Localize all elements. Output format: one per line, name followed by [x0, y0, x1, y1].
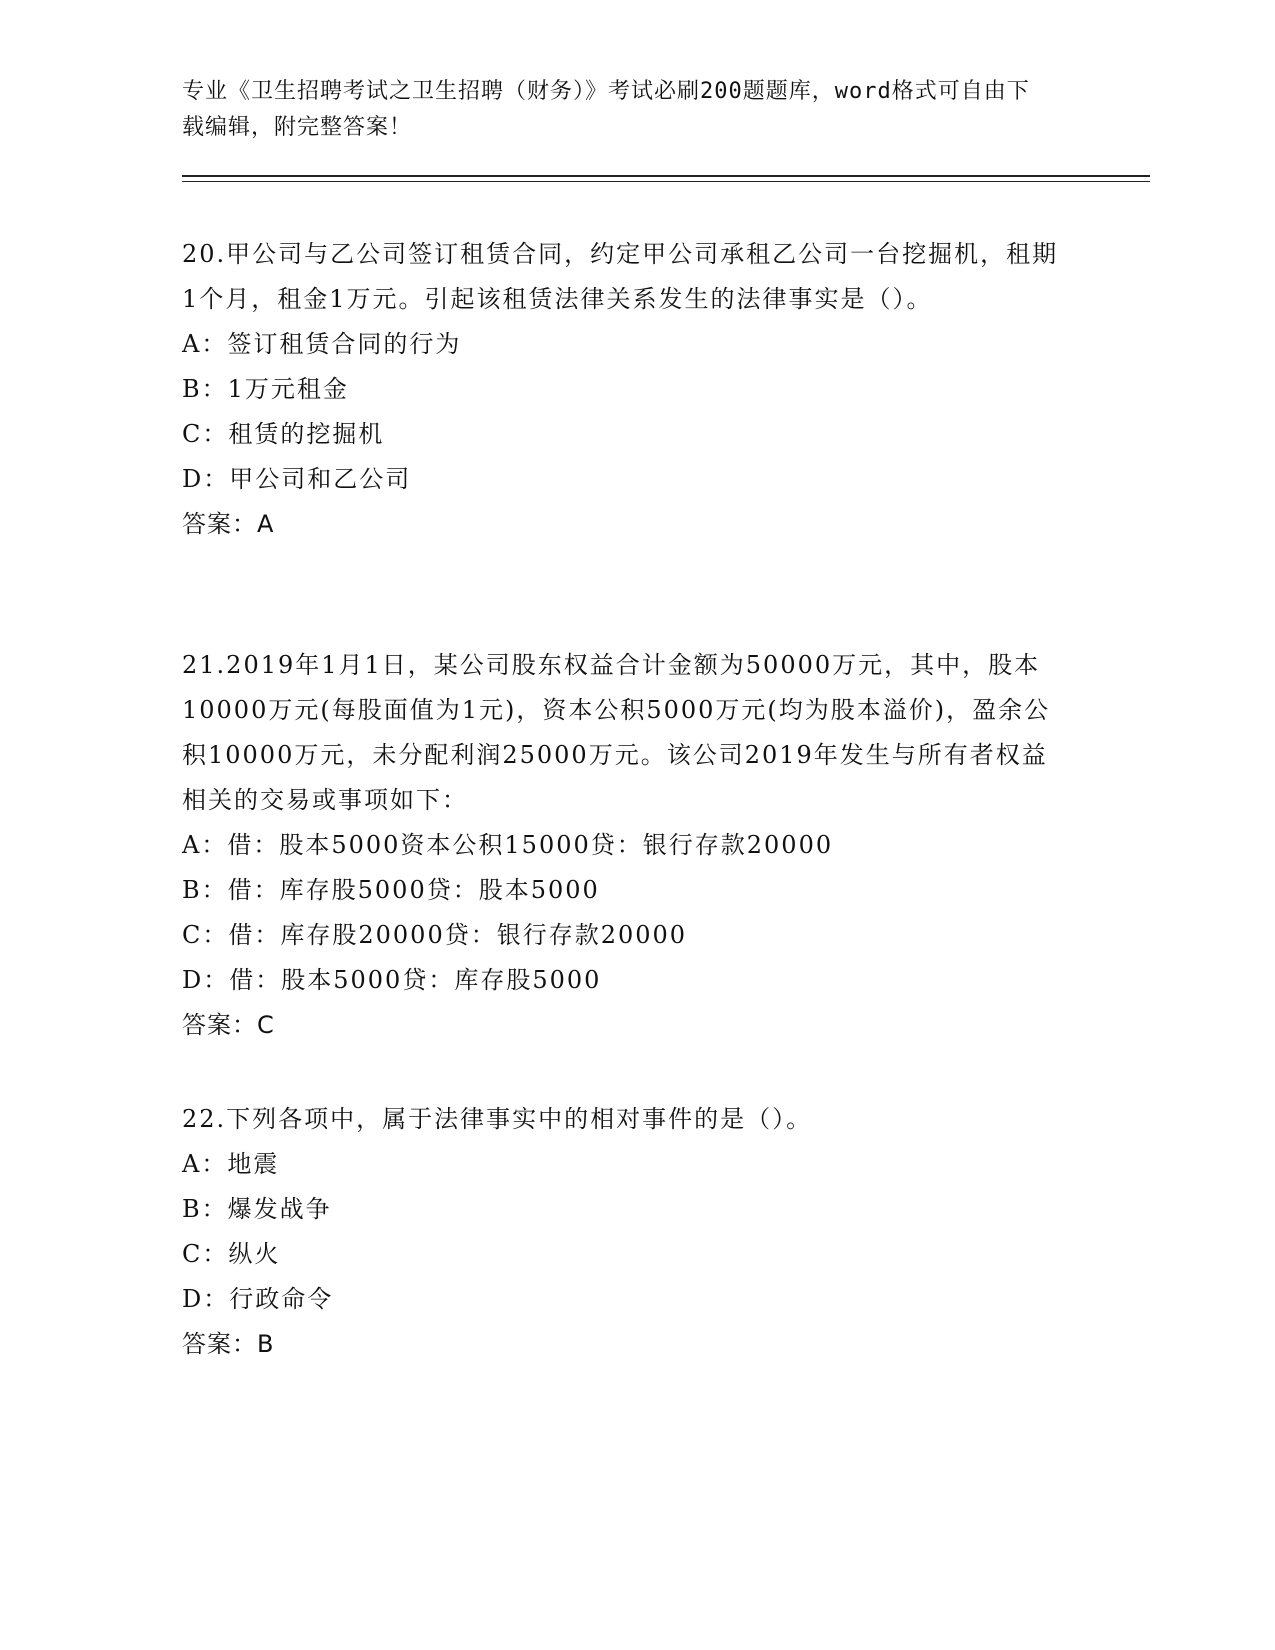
- header-divider: [182, 175, 1150, 177]
- document-header: 专业《卫生招聘考试之卫生招聘（财务）》考试必刷200题题库，word格式可自由下载编辑，附完整答案！: [182, 79, 1030, 140]
- option-a: A：借：股本5000资本公积15000贷：银行存款20000: [182, 831, 834, 859]
- option-b: B：借：库存股5000贷：股本5000: [182, 876, 600, 904]
- option-d: D：行政命令: [182, 1285, 334, 1313]
- question-stem: 20.甲公司与乙公司签订租赁合同，约定甲公司承租乙公司一台挖掘机，租期1个月，租金1万元。引起该租赁法律关系发生的法律事实是（）。: [182, 240, 1059, 313]
- option-c: C：纵火: [182, 1240, 281, 1268]
- question-block: [182, 643, 1062, 1048]
- question-stem: 21.2019年1月1日，某公司股东权益合计金额为50000万元，其中，股本10000万元(每股面值为1元)，资本公积5000万元(均为股本溢价)，盈余公积10000万元，未分配利润25000万元。该公司2019年发生与所有者权益相关的交易或事项如下：: [182, 651, 1051, 814]
- question-block: [182, 232, 1062, 547]
- option-d: D：借：股本5000贷：库存股5000: [182, 966, 602, 994]
- option-a: A：地震: [182, 1150, 280, 1178]
- header-divider-thin: [182, 181, 1150, 182]
- option-c: C：租赁的挖掘机: [182, 420, 385, 448]
- option-b: B：1万元租金: [182, 375, 349, 403]
- question-stem: 22.下列各项中，属于法律事实中的相对事件的是（）。: [182, 1105, 813, 1133]
- option-b: B：爆发战争: [182, 1195, 332, 1223]
- question-block: [182, 1097, 1062, 1367]
- answer-line: 答案：B: [182, 1330, 275, 1358]
- option-a: A：签订租赁合同的行为: [182, 330, 462, 358]
- option-c: C：借：库存股20000贷：银行存款20000: [182, 921, 688, 949]
- option-d: D：甲公司和乙公司: [182, 465, 412, 493]
- answer-line: 答案：C: [182, 1011, 275, 1039]
- answer-line: 答案：A: [182, 510, 275, 538]
